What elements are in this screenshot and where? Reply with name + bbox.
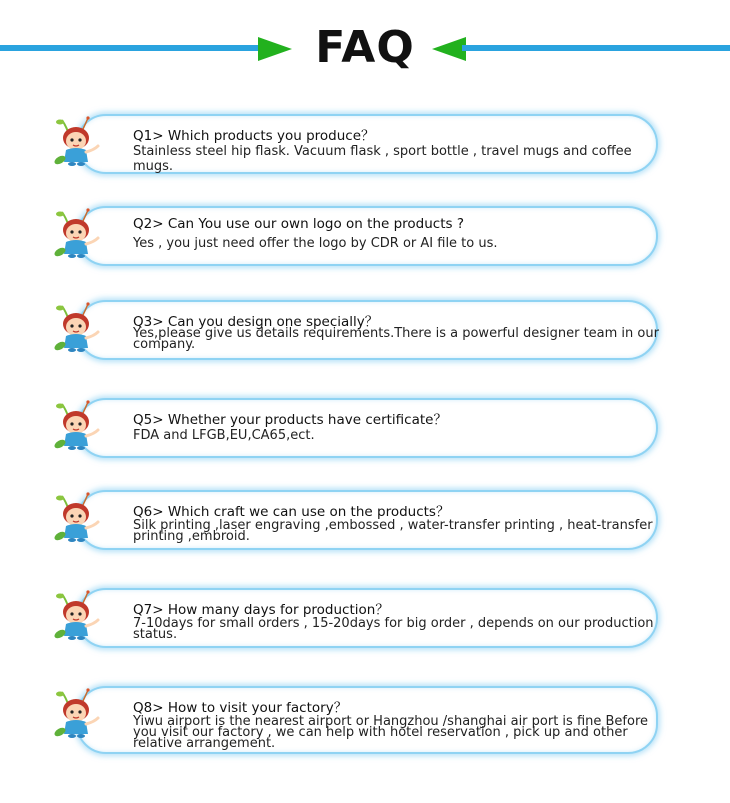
faq-bubble xyxy=(76,398,658,458)
faq-answer: Silk printing ,laser engraving ,embossed , water-transfer printing , heat-transfer printing ,embroid. xyxy=(133,518,653,544)
mascot-icon xyxy=(52,688,104,744)
faq-answer: 7-10days for small orders , 15-20days for big order , depends on our production status. xyxy=(133,616,654,642)
faq-question: Q2> Can You use our own logo on the products ? xyxy=(133,216,465,232)
faq-item xyxy=(52,490,662,554)
header-right-line xyxy=(462,45,730,51)
faq-item xyxy=(52,588,662,652)
faq-answer: Yes,please give us details requirements.There is a powerful designer team in our company. xyxy=(133,326,659,352)
faq-question: Q8> How to visit your factory？ xyxy=(133,700,348,716)
faq-item xyxy=(52,398,662,462)
page-title: FAQ xyxy=(315,22,415,73)
faq-bubble xyxy=(76,114,658,174)
mascot-icon xyxy=(52,590,104,646)
faq-question: Q6> Which craft we can use on the products？ xyxy=(133,504,450,520)
faq-bubble xyxy=(76,686,658,754)
mascot-icon xyxy=(52,302,104,358)
faq-item xyxy=(52,206,662,270)
faq-answer: Stainless steel hip flask. Vacuum flask , sport bottle , travel mugs and coffee mugs. xyxy=(133,144,632,174)
mascot-icon xyxy=(52,492,104,548)
right-arrow-icon xyxy=(258,37,292,61)
header-left-line xyxy=(0,45,265,51)
faq-item xyxy=(52,686,662,758)
faq-item xyxy=(52,300,662,364)
left-arrow-icon xyxy=(432,37,466,61)
faq-question: Q3> Can you design one specially？ xyxy=(133,314,379,330)
faq-answer: Yes , you just need offer the logo by CDR or AI file to us. xyxy=(133,236,498,251)
mascot-icon xyxy=(52,208,104,264)
faq-answer: Yiwu airport is the nearest airport or Hangzhou /shanghai air port is fine Before you visit our factory , we can help with hotel reservation , pick up and other relative arrangement. xyxy=(133,714,649,751)
faq-question: Q5> Whether your products have certificate？ xyxy=(133,412,447,428)
faq-bubble xyxy=(76,300,658,360)
mascot-icon xyxy=(52,116,104,172)
faq-header xyxy=(0,0,730,100)
faq-question: Q1> Which products you produce？ xyxy=(133,128,375,144)
faq-item xyxy=(52,114,662,178)
faq-bubble xyxy=(76,490,658,550)
faq-question: Q7> How many days for production？ xyxy=(133,602,389,618)
faq-answer: FDA and LFGB,EU,CA65,ect. xyxy=(133,428,315,443)
faq-bubble xyxy=(76,588,658,648)
faq-bubble xyxy=(76,206,658,266)
mascot-icon xyxy=(52,400,104,456)
